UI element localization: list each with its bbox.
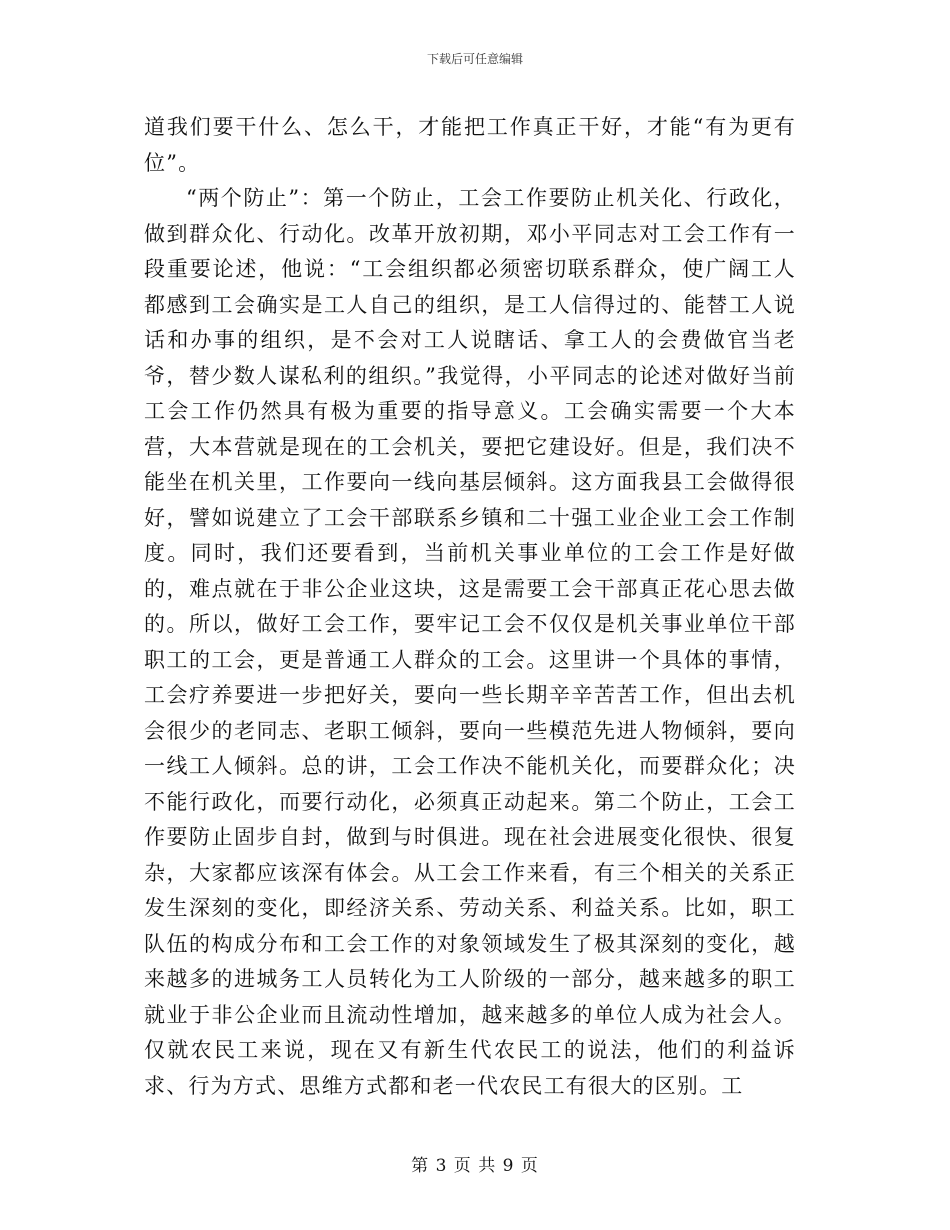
paragraph: 道我们要干什么、怎么干，才能把工作真正干好，才能“有为更有位”。 xyxy=(144,115,796,175)
page-header: 下载后可任意编辑 xyxy=(426,52,523,66)
paragraph: “两个防止”：第一个防止，工会工作要防止机关化、行政化，做到群众化、行动化。改革开放初期，邓小平同志对工会工作有一段重要论述，他说：“工会组织都必须密切联系群众，使广阔工人都感到工会确实是工人自己的组织，是工人信得过的、能替工人说话和办事的组织，是不会对工人说瞎话、拿工人的会费做官当老爷，替少数人谋私利的组织。”我觉得，小平同志的论述对做好当前工会工作仍然具有极为重要的指导意义。工会确实需要一个大本营，大本营就是现在的工会机关，要把它建设好。但是，我们决不能坐在机关里，工作要向一线向基层倾斜。这方面我县工会做得很好，譬如说建立了工会干部联系乡镇和二十强工业企业工会工作制度。同时，我们还要看到，当前机关事业单位的工会工作是好做的，难点就在于非公企业这块，这是需要工会干部真正花心思去做的。所以，做好工会工作，要牢记工会不仅仅是机关事业单位干部职工的工会，更是普通工人群众的工会。这里讲一个具体的事情，工会疗养要进一步把好关，要向一些长期辛辛苦苦工作，但出去机会很少的老同志、老职工倾斜，要向一些模范先进人物倾斜，要向一线工人倾斜。总的讲，工会工作决不能机关化，而要群众化；决不能行政化，而要行动化，必须真正动起来。第二个防止，工会工作要防止固步自封，做到与时俱进。现在社会进展变化很快、很复杂，大家都应该深有体会。从工会工作来看，有三个相关的关系正发生深刻的变化，即经济关系、劳动关系、利益关系。比如，职工队伍的构成分布和工会工作的对象领域发生了极其深刻的变化，越来越多的进城务工人员转化为工人阶级的一部分，越来越多的职工就业于非公企业而且流动性增加，越来越多的单位人成为社会人。仅就农民工来说，现在又有新生代农民工的说法，他们的利益诉求、行为方式、思维方式都和老一代农民工有很大的区别。工 xyxy=(144,186,796,1098)
document-body xyxy=(144,110,796,1104)
page-number: 第 3 页 共 9 页 xyxy=(411,1156,539,1176)
